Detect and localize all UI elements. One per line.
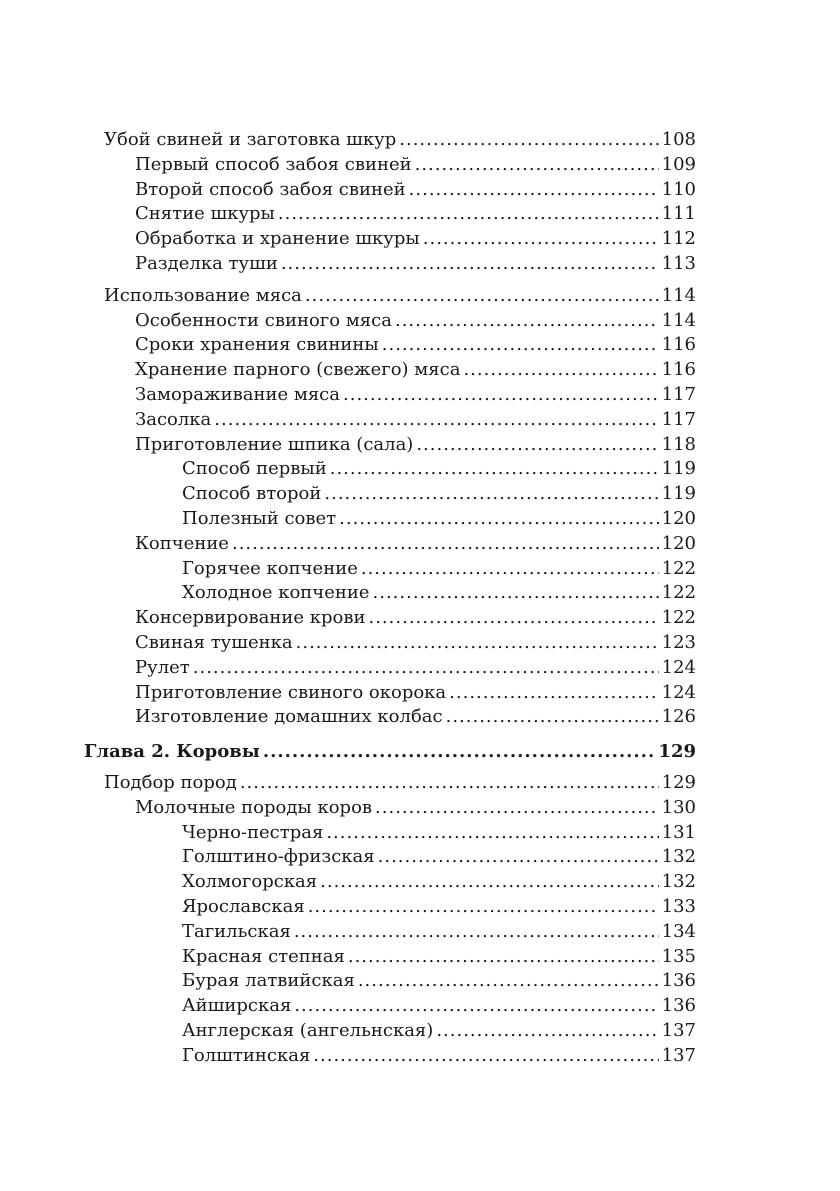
toc-page-number: 137 [661,1019,696,1041]
toc-entry-title: Молочные породы коров [135,796,373,818]
toc-entry-title: Особенности свиного мяса [135,309,392,331]
toc-leader-dots [378,845,659,870]
toc-leader-dots [375,796,659,821]
toc-leader-dots [296,631,659,656]
toc-page-number: 112 [661,228,696,250]
toc-entry[interactable] [0,945,840,970]
toc-entry-title: Приготовление свиного окорока [135,681,447,703]
toc-entry[interactable] [0,383,840,408]
toc-entry[interactable] [0,845,840,870]
toc-leader-dots [308,895,659,920]
toc-page-number: 124 [661,681,696,703]
toc-page-number: 126 [661,706,696,728]
toc-entry[interactable] [0,252,840,277]
toc-entry-title: Замораживание мяса [135,383,340,405]
toc-entry-title: Холмогорская [182,871,318,893]
toc-entry[interactable] [0,606,840,631]
toc-entry-title: Полезный совет [182,507,337,529]
toc-entry-title: Способ первый [182,458,327,480]
toc-leader-dots [263,740,656,765]
toc-entry[interactable] [0,1019,840,1044]
toc-page-number: 110 [661,178,696,200]
toc-page-number: 113 [661,252,696,274]
toc-page-number: 108 [661,129,696,150]
toc-page-number: 136 [661,995,696,1017]
toc-leader-dots [343,383,659,408]
toc-entry-title: Способ второй [182,483,322,505]
toc-entry-title: Обработка и хранение шкуры [135,228,420,250]
toc-leader-dots [423,227,659,252]
toc-entry[interactable] [0,994,840,1019]
toc-leader-dots [294,920,659,945]
toc-entry[interactable] [0,358,840,383]
toc-entry[interactable] [0,705,840,730]
toc-leader-dots [449,681,658,706]
toc-leader-dots [395,309,659,334]
toc-page-number: 129 [661,771,696,793]
toc-page-number: 118 [661,433,696,455]
toc-entry[interactable] [0,284,840,309]
toc-entry[interactable] [0,128,840,153]
toc-entry[interactable] [0,895,840,920]
toc-leader-dots [382,333,659,358]
toc-page-number: 116 [661,334,696,356]
toc-leader-dots [436,1019,658,1044]
toc-page-number: 134 [661,920,696,942]
toc-entry-title: Использование мяса [104,284,302,306]
toc-entry-title: Бурая латвийская [182,970,355,992]
toc-entry-title: Засолка [135,408,212,430]
section-gap [0,730,840,740]
toc-entry[interactable] [0,656,840,681]
toc-page-number: 119 [661,458,696,480]
toc-entry[interactable] [0,969,840,994]
table-of-contents [0,128,840,1068]
toc-entry-title: Разделка туши [135,252,278,274]
toc-leader-dots [232,532,659,557]
toc-page-number: 124 [661,656,696,678]
toc-page-number: 130 [661,796,696,818]
toc-entry[interactable] [0,796,840,821]
toc-entry-title: Первый способ забоя свиней [135,153,412,175]
toc-leader-dots [326,821,658,846]
toc-entry-title: Изготовление домашних колбас [135,706,443,728]
toc-entry[interactable] [0,581,840,606]
toc-page-number: 120 [661,507,696,529]
toc-entry[interactable] [0,457,840,482]
toc-page-number: 136 [661,970,696,992]
toc-page-number: 116 [661,359,696,381]
toc-entry-title: Консервирование крови [135,607,366,629]
toc-entry-title: Рулет [135,656,190,678]
toc-page-number: 137 [661,1044,696,1066]
toc-entry-title: Копчение [135,532,229,554]
toc-entry[interactable] [0,178,840,203]
toc-entry-title: Ярославская [182,895,305,917]
toc-entry[interactable] [0,227,840,252]
toc-page-number: 114 [661,309,696,331]
toc-entry-title: Голштинская [182,1044,311,1066]
toc-entry-title: Голштино-фризская [182,846,375,868]
toc-entry-title: Второй способ забоя свиней [135,178,406,200]
toc-entry[interactable] [0,681,840,706]
toc-leader-dots [463,358,658,383]
toc-leader-dots [294,994,658,1019]
toc-entry-title: Черно-пестрая [182,821,324,843]
toc-page-number: 133 [661,895,696,917]
toc-entry[interactable] [0,771,840,796]
toc-entry[interactable] [0,482,840,507]
toc-entry-title: Айширская [182,995,292,1017]
toc-entry[interactable] [0,920,840,945]
toc-entry-title: Англерская (ангельнская) [182,1019,434,1041]
toc-leader-dots [193,656,659,681]
toc-section-breeds [0,771,840,1069]
toc-entry-title: Приготовление шпика (сала) [135,433,414,455]
toc-page-number: 122 [661,607,696,629]
toc-leader-dots [339,507,658,532]
toc-entry[interactable] [0,153,840,178]
toc-entry-title: Сроки хранения свинины [135,334,379,356]
toc-entry-title: Красная степная [182,945,345,967]
toc-page-number: 122 [661,557,696,579]
toc-leader-dots [313,1044,658,1069]
toc-entry[interactable] [0,433,840,458]
toc-leader-dots [324,482,658,507]
toc-page-number: 117 [661,408,696,430]
toc-entry-title: Глава 2. Коровы [84,741,260,763]
toc-leader-dots [358,969,659,994]
toc-page-number: 132 [661,846,696,868]
toc-entry[interactable] [0,202,840,227]
toc-leader-dots [240,771,659,796]
toc-page-number: 114 [661,284,696,306]
toc-entry-title: Свиная тушенка [135,631,293,653]
toc-leader-dots [281,252,659,277]
toc-leader-dots [409,178,659,203]
section-gap [0,277,840,284]
toc-entry[interactable] [0,309,840,334]
toc-leader-dots [373,581,659,606]
toc-entry-title: Подбор пород [104,771,237,793]
toc-chapter-heading[interactable] [0,740,840,765]
toc-page-number: 132 [661,871,696,893]
toc-page-number: 123 [661,631,696,653]
toc-page-number: 120 [661,532,696,554]
toc-leader-dots [399,128,658,153]
toc-leader-dots [446,705,659,730]
toc-page-number: 122 [661,582,696,604]
toc-leader-dots [320,870,659,895]
toc-page-number: 129 [658,741,696,763]
toc-leader-dots [278,202,659,227]
toc-leader-dots [305,284,659,309]
toc-entry-title: Горячее копчение [182,557,358,579]
toc-entry[interactable] [0,507,840,532]
toc-leader-dots [416,433,658,458]
toc-entry[interactable] [0,333,840,358]
toc-entry-title: Убой свиней и заготовка шкур [104,129,397,150]
toc-leader-dots [348,945,659,970]
toc-page-number: 111 [661,203,696,225]
toc-section-slaughter [0,128,840,277]
toc-entry[interactable] [0,631,840,656]
toc-entry[interactable] [0,532,840,557]
toc-entry[interactable] [0,1044,840,1069]
toc-leader-dots [330,457,659,482]
toc-entry[interactable] [0,557,840,582]
toc-page-number: 109 [661,153,696,175]
toc-entry[interactable] [0,870,840,895]
toc-leader-dots [368,606,658,631]
toc-entry-title: Тагильская [182,920,291,942]
toc-page-number: 131 [661,821,696,843]
toc-leader-dots [415,153,659,178]
toc-entry-title: Снятие шкуры [135,203,275,225]
toc-entry-title: Хранение парного (свежего) мяса [135,359,461,381]
toc-leader-dots [214,408,658,433]
toc-section-meat-use [0,284,840,730]
toc-entry[interactable] [0,408,840,433]
toc-page-number: 119 [661,483,696,505]
toc-page-number: 135 [661,945,696,967]
toc-entry[interactable] [0,821,840,846]
toc-page-number: 117 [661,383,696,405]
toc-leader-dots [361,557,659,582]
toc-entry-title: Холодное копчение [182,582,370,604]
